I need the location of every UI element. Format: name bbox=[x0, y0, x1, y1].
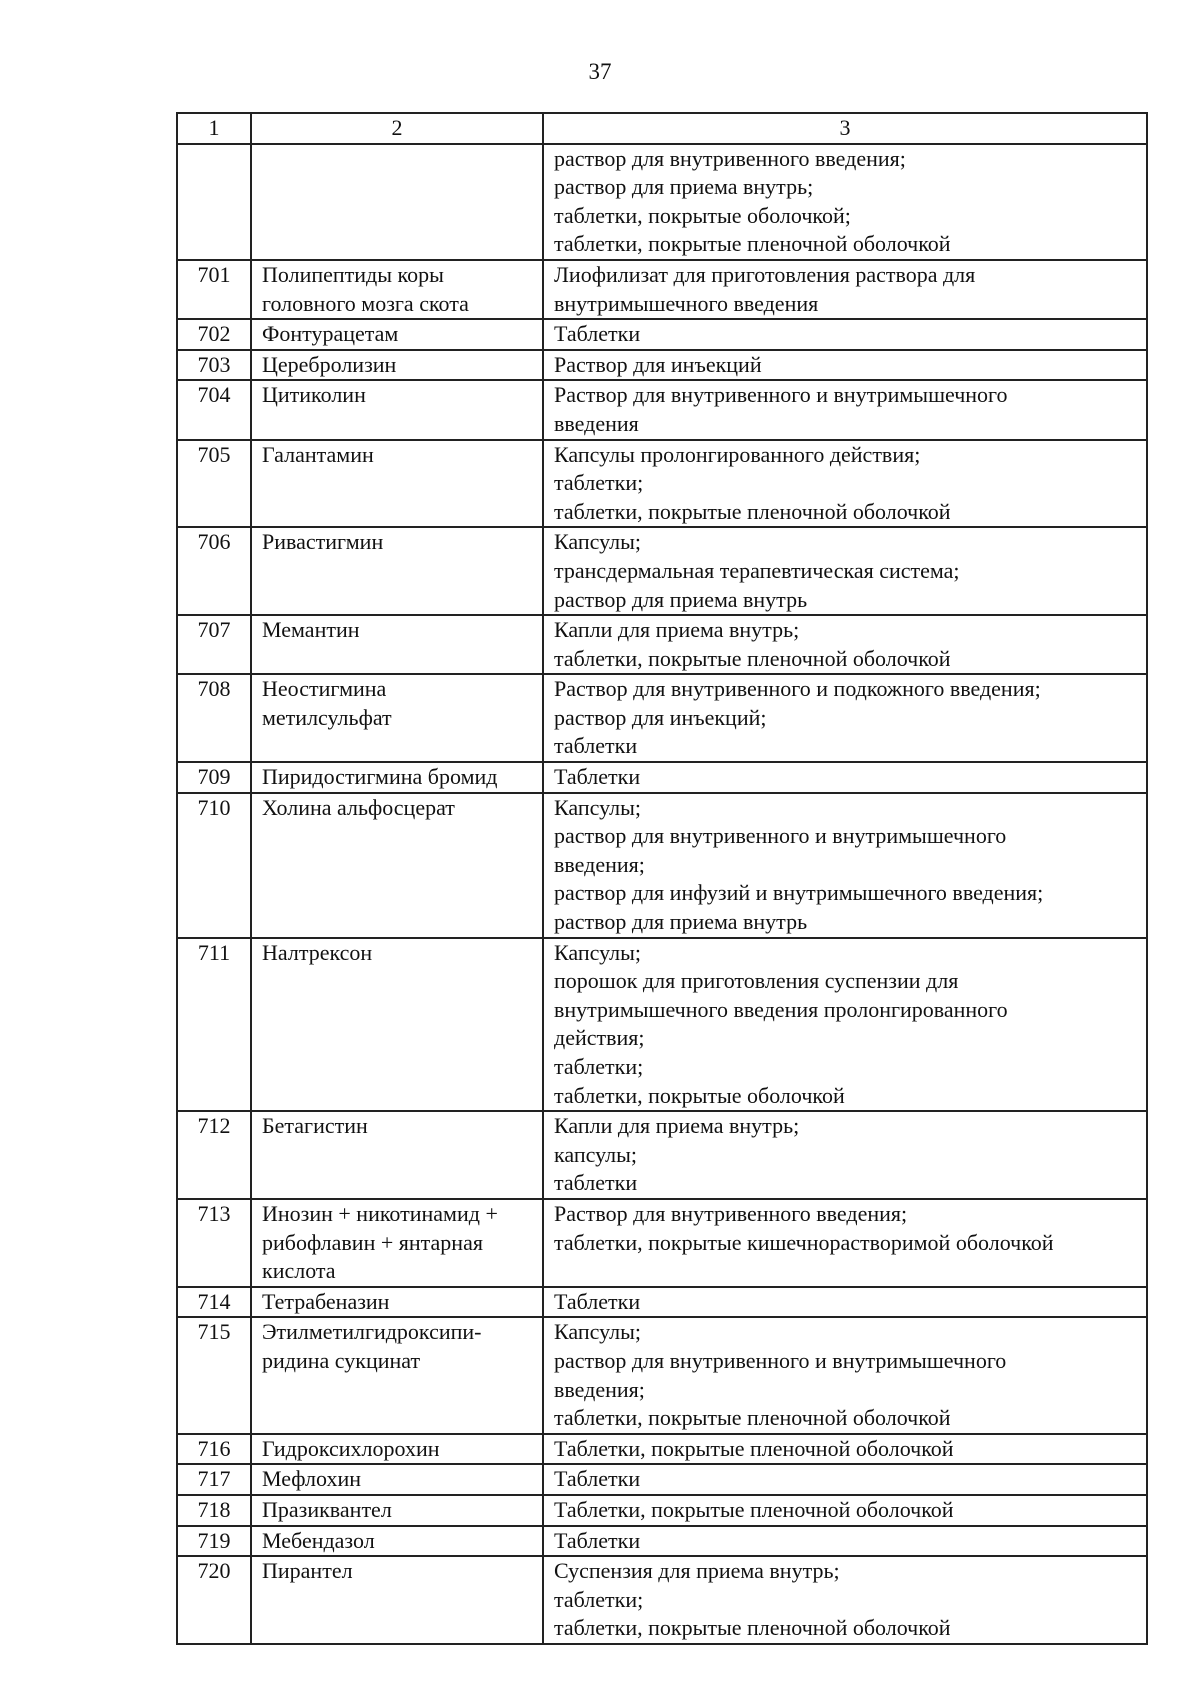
table-row bbox=[177, 938, 1147, 1112]
dosage-forms bbox=[543, 260, 1147, 319]
dosage-forms bbox=[543, 350, 1147, 381]
drug-name-line: Налтрексон bbox=[262, 939, 373, 965]
drug-table bbox=[176, 112, 1148, 1645]
drug-name bbox=[251, 1317, 543, 1433]
row-number: 717 bbox=[177, 1464, 251, 1495]
drug-name bbox=[251, 380, 543, 439]
dosage-form-line: таблетки, покрытые пленочной оболочкой bbox=[554, 645, 951, 671]
dosage-form-line: Раствор для внутривенного и внутримышечного bbox=[554, 382, 1008, 408]
dosage-forms bbox=[543, 938, 1147, 1112]
row-number: 711 bbox=[177, 938, 251, 1112]
table-row bbox=[177, 1111, 1147, 1199]
dosage-forms bbox=[543, 1556, 1147, 1644]
row-number: 709 bbox=[177, 762, 251, 793]
dosage-form-line: таблетки, покрытые оболочкой; bbox=[554, 202, 851, 228]
dosage-form-line: таблетки bbox=[554, 733, 638, 759]
row-number: 715 bbox=[177, 1317, 251, 1433]
drug-name bbox=[251, 615, 543, 674]
dosage-form-line: таблетки, покрытые пленочной оболочкой bbox=[554, 1615, 951, 1641]
row-number: 716 bbox=[177, 1434, 251, 1465]
drug-name-line: кислота bbox=[262, 1258, 336, 1284]
dosage-form-line: Капли для приема внутрь; bbox=[554, 1113, 800, 1139]
drug-name bbox=[251, 793, 543, 938]
dosage-form-line: Капсулы; bbox=[554, 529, 642, 555]
drug-name bbox=[251, 1287, 543, 1318]
dosage-form-line: действия; bbox=[554, 1025, 645, 1051]
drug-name-line: ридина сукцинат bbox=[262, 1347, 421, 1373]
drug-name-line: Тетрабеназин bbox=[262, 1288, 390, 1314]
dosage-form-line: раствор для приема внутрь bbox=[554, 909, 808, 935]
dosage-forms bbox=[543, 615, 1147, 674]
dosage-form-line: раствор для внутривенного и внутримышечного bbox=[554, 1347, 1007, 1373]
drug-name-line: Пирантел bbox=[262, 1558, 353, 1584]
dosage-form-line: капсулы; bbox=[554, 1141, 637, 1167]
dosage-form-line: Капсулы; bbox=[554, 1319, 642, 1345]
drug-name bbox=[251, 1199, 543, 1287]
row-number: 718 bbox=[177, 1495, 251, 1526]
dosage-form-line: таблетки, покрытые пленочной оболочкой bbox=[554, 1405, 951, 1431]
dosage-form-line: Таблетки bbox=[554, 321, 641, 347]
row-number: 710 bbox=[177, 793, 251, 938]
drug-name-line: Мефлохин bbox=[262, 1466, 361, 1492]
dosage-form-line: раствор для приема внутрь; bbox=[554, 174, 814, 200]
table-row bbox=[177, 1556, 1147, 1644]
header-col-number: 1 bbox=[177, 113, 251, 144]
drug-name-line: Фонтурацетам bbox=[262, 321, 399, 347]
drug-name-line: рибофлавин + янтарная bbox=[262, 1229, 483, 1255]
table-row bbox=[177, 1317, 1147, 1433]
header-col-forms: 3 bbox=[543, 113, 1147, 144]
row-number: 707 bbox=[177, 615, 251, 674]
dosage-form-line: таблетки; bbox=[554, 1586, 644, 1612]
drug-name-line: Этилметилгидроксипи- bbox=[262, 1319, 482, 1345]
drug-name-line: Празиквантел bbox=[262, 1496, 392, 1522]
drug-name-line: Цитиколин bbox=[262, 382, 366, 408]
dosage-form-line: внутримышечного введения bbox=[554, 290, 819, 316]
dosage-form-line: Раствор для внутривенного и подкожного введения; bbox=[554, 676, 1041, 702]
dosage-forms bbox=[543, 1111, 1147, 1199]
dosage-form-line: введения bbox=[554, 410, 639, 436]
drug-name-line: Неостигмина bbox=[262, 676, 387, 702]
dosage-forms bbox=[543, 1434, 1147, 1465]
dosage-forms bbox=[543, 1464, 1147, 1495]
table-row bbox=[177, 350, 1147, 381]
drug-name bbox=[251, 350, 543, 381]
drug-name bbox=[251, 1495, 543, 1526]
drug-name-line: Пиридостигмина бромид bbox=[262, 764, 498, 790]
dosage-form-line: Таблетки, покрытые пленочной оболочкой bbox=[554, 1496, 954, 1522]
drug-name bbox=[251, 674, 543, 762]
drug-name-line: Мемантин bbox=[262, 617, 360, 643]
table-row bbox=[177, 615, 1147, 674]
dosage-form-line: таблетки, покрытые пленочной оболочкой bbox=[554, 231, 951, 257]
drug-name-line: Бетагистин bbox=[262, 1113, 368, 1139]
dosage-form-line: введения; bbox=[554, 851, 645, 877]
dosage-form-line: Капсулы; bbox=[554, 939, 642, 965]
table-row bbox=[177, 793, 1147, 938]
header-row bbox=[177, 113, 1147, 144]
row-number: 712 bbox=[177, 1111, 251, 1199]
row-number: 720 bbox=[177, 1556, 251, 1644]
drug-name-line: головного мозга скота bbox=[262, 290, 469, 316]
table-row bbox=[177, 674, 1147, 762]
drug-name-line: метилсульфат bbox=[262, 704, 392, 730]
dosage-forms bbox=[543, 762, 1147, 793]
table-row bbox=[177, 527, 1147, 615]
dosage-forms bbox=[543, 380, 1147, 439]
row-number: 702 bbox=[177, 319, 251, 350]
drug-name-line: Церебролизин bbox=[262, 351, 397, 377]
drug-name-line: Инозин + никотинамид + bbox=[262, 1200, 498, 1226]
dosage-form-line: Капли для приема внутрь; bbox=[554, 617, 800, 643]
table-row bbox=[177, 1495, 1147, 1526]
dosage-form-line: Капсулы пролонгированного действия; bbox=[554, 441, 921, 467]
drug-name bbox=[251, 1111, 543, 1199]
row-number: 703 bbox=[177, 350, 251, 381]
table-row bbox=[177, 319, 1147, 350]
dosage-form-line: Капсулы; bbox=[554, 794, 642, 820]
table-row bbox=[177, 1464, 1147, 1495]
row-number: 708 bbox=[177, 674, 251, 762]
drug-name bbox=[251, 1434, 543, 1465]
drug-name bbox=[251, 440, 543, 528]
table-row bbox=[177, 260, 1147, 319]
dosage-form-line: раствор для внутривенного введения; bbox=[554, 145, 906, 171]
drug-name bbox=[251, 938, 543, 1112]
dosage-forms bbox=[543, 527, 1147, 615]
drug-name-line: Полипептиды коры bbox=[262, 261, 444, 287]
dosage-form-line: раствор для приема внутрь bbox=[554, 586, 808, 612]
row-number bbox=[177, 144, 251, 260]
row-number: 705 bbox=[177, 440, 251, 528]
dosage-form-line: Таблетки bbox=[554, 1527, 641, 1553]
header-col-name: 2 bbox=[251, 113, 543, 144]
drug-name bbox=[251, 144, 543, 260]
table-row bbox=[177, 1526, 1147, 1557]
row-number: 706 bbox=[177, 527, 251, 615]
drug-name-line: Холина альфосцерат bbox=[262, 794, 455, 820]
dosage-forms bbox=[543, 1199, 1147, 1287]
dosage-form-line: таблетки bbox=[554, 1170, 638, 1196]
dosage-form-line: таблетки, покрытые оболочкой bbox=[554, 1082, 845, 1108]
table-row bbox=[177, 1287, 1147, 1318]
table-row bbox=[177, 1199, 1147, 1287]
dosage-forms bbox=[543, 440, 1147, 528]
dosage-form-line: таблетки; bbox=[554, 470, 644, 496]
dosage-forms bbox=[543, 1526, 1147, 1557]
drug-name-line: Мебендазол bbox=[262, 1527, 375, 1553]
dosage-forms bbox=[543, 1495, 1147, 1526]
dosage-form-line: раствор для инъекций; bbox=[554, 704, 767, 730]
dosage-form-line: введения; bbox=[554, 1376, 645, 1402]
dosage-form-line: таблетки, покрытые пленочной оболочкой bbox=[554, 498, 951, 524]
page-number: 37 bbox=[588, 59, 612, 84]
drug-name bbox=[251, 260, 543, 319]
dosage-form-line: раствор для внутривенного и внутримышечного bbox=[554, 823, 1007, 849]
dosage-forms bbox=[543, 793, 1147, 938]
table-row bbox=[177, 1434, 1147, 1465]
dosage-forms bbox=[543, 1317, 1147, 1433]
row-number: 714 bbox=[177, 1287, 251, 1318]
dosage-form-line: таблетки, покрытые кишечнорастворимой оболочкой bbox=[554, 1229, 1054, 1255]
drug-name bbox=[251, 1556, 543, 1644]
drug-name-line: Гидроксихлорохин bbox=[262, 1435, 440, 1461]
dosage-form-line: Лиофилизат для приготовления раствора для bbox=[554, 261, 976, 287]
dosage-form-line: Таблетки bbox=[554, 1466, 641, 1492]
drug-name bbox=[251, 1464, 543, 1495]
dosage-form-line: Таблетки, покрытые пленочной оболочкой bbox=[554, 1435, 954, 1461]
drug-name bbox=[251, 1526, 543, 1557]
table-row bbox=[177, 380, 1147, 439]
dosage-forms bbox=[543, 144, 1147, 260]
drug-name-line: Ривастигмин bbox=[262, 529, 384, 555]
dosage-form-line: Таблетки bbox=[554, 1288, 641, 1314]
row-number: 719 bbox=[177, 1526, 251, 1557]
table-row bbox=[177, 762, 1147, 793]
row-number: 713 bbox=[177, 1199, 251, 1287]
dosage-form-line: Раствор для инъекций bbox=[554, 351, 762, 377]
dosage-form-line: раствор для инфузий и внутримышечного введения; bbox=[554, 880, 1044, 906]
dosage-form-line: внутримышечного введения пролонгированного bbox=[554, 996, 1008, 1022]
dosage-form-line: порошок для приготовления суспензии для bbox=[554, 968, 959, 994]
dosage-form-line: трансдермальная терапевтическая система; bbox=[554, 557, 960, 583]
row-number: 701 bbox=[177, 260, 251, 319]
drug-name bbox=[251, 319, 543, 350]
drug-name bbox=[251, 762, 543, 793]
dosage-form-line: Суспензия для приема внутрь; bbox=[554, 1558, 840, 1584]
dosage-form-line: таблетки; bbox=[554, 1054, 644, 1079]
row-number: 704 bbox=[177, 380, 251, 439]
dosage-forms bbox=[543, 1287, 1147, 1318]
dosage-forms bbox=[543, 674, 1147, 762]
table-row bbox=[177, 144, 1147, 260]
drug-name-line: Галантамин bbox=[262, 441, 374, 467]
dosage-form-line: Таблетки bbox=[554, 764, 641, 790]
dosage-form-line: Раствор для внутривенного введения; bbox=[554, 1200, 908, 1226]
table-row bbox=[177, 440, 1147, 528]
dosage-forms bbox=[543, 319, 1147, 350]
drug-name bbox=[251, 527, 543, 615]
